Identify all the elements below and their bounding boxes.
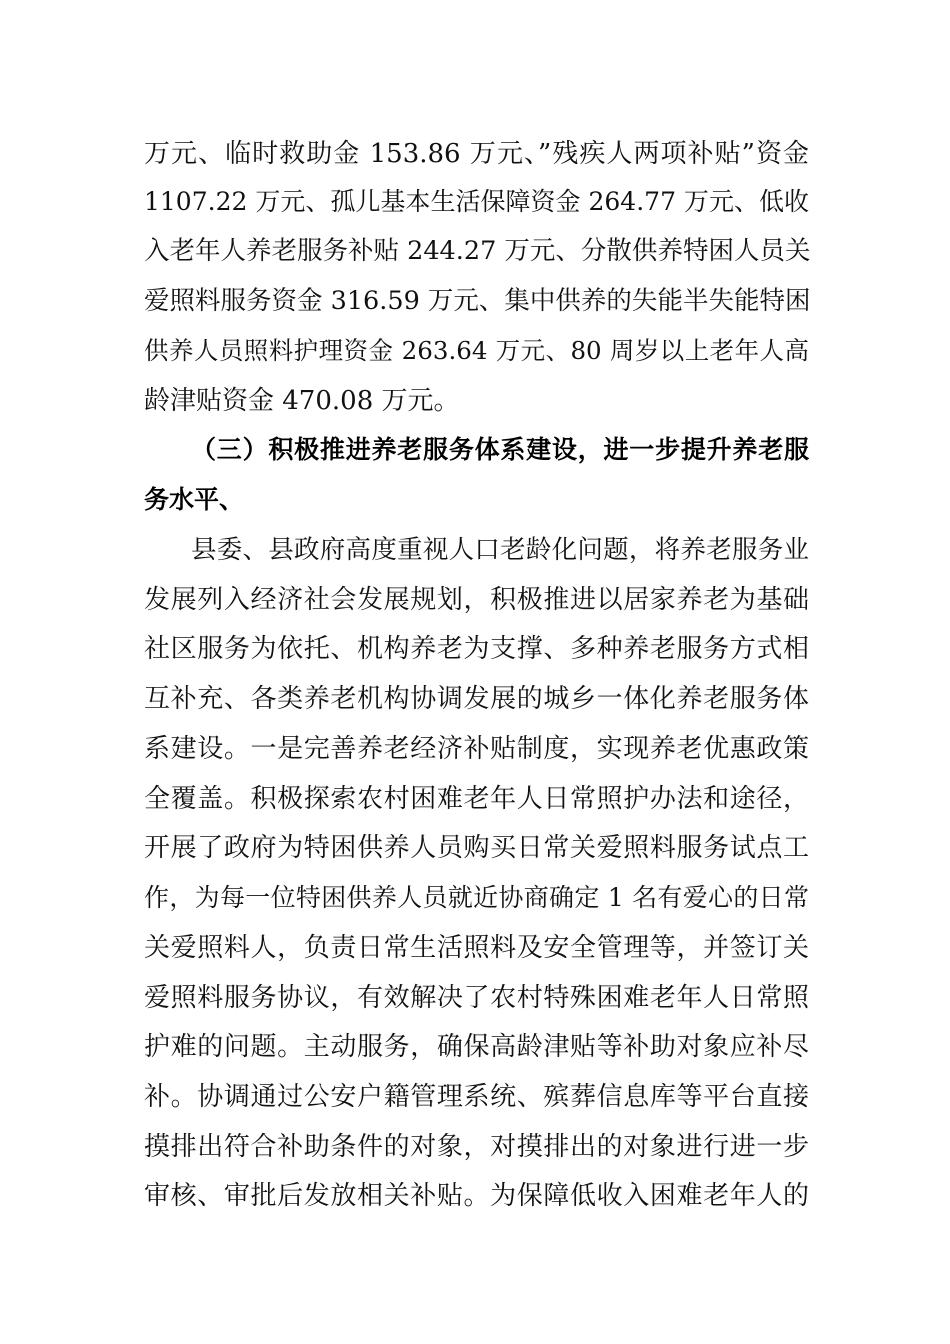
- paragraph-2-line: 县委、县政府高度重视人口老龄化问题，将养老服务业: [191, 535, 809, 565]
- paragraph-2-line: 摸排出符合补助条件的对象，对摸排出的对象进行进一步: [144, 1132, 809, 1162]
- paragraph-2-line: 开展了政府为特困供养人员购买日常关爱照料服务试点工: [144, 833, 809, 863]
- paragraph-2-line: 社区服务为依托、机构养老为支撑、多种养老服务方式相: [144, 634, 809, 664]
- section-heading: （三）积极推进养老服务体系建设，进一步提升养老服: [191, 435, 809, 464]
- paragraph-1-line: 入老年人养老服务补贴 244.27 万元、分散供养特困人员关: [144, 236, 811, 266]
- paragraph-2-line: 护难的问题。主动服务，确保高龄津贴等补助对象应补尽: [144, 1032, 809, 1062]
- paragraph-2-line: 补。协调通过公安户籍管理系统、殡葬信息库等平台直接: [144, 1082, 809, 1112]
- paragraph-2-line: 全覆盖。积极探索农村困难老年人日常照护办法和途径，: [144, 784, 809, 814]
- paragraph-1-line: 供养人员照料护理资金 263.64 万元、80 周岁以上老年人高: [144, 336, 809, 365]
- paragraph-1-line: 1107.22 万元、孤儿基本生活保障资金 264.77 万元、低收: [144, 187, 809, 216]
- paragraph-2-line: 审核、审批后发放相关补贴。为保障低收入困难老年人的: [144, 1181, 809, 1211]
- section-heading-continuation: 务水平、: [144, 485, 245, 514]
- paragraph-1-line: 爱照料服务资金 316.59 万元、集中供养的失能半失能特困: [144, 286, 811, 316]
- paragraph-2-line: 爱照料服务协议，有效解决了农村特殊困难老年人日常照: [144, 983, 809, 1013]
- paragraph-2-line: 作，为每一位特困供养人员就近协商确定 1 名有爱心的日常: [144, 883, 809, 912]
- paragraph-1-line: 龄津贴资金 470.08 万元。: [144, 386, 460, 416]
- paragraph-2-line: 关爱照料人，负责日常生活照料及安全管理等，并签订关: [144, 933, 809, 963]
- paragraph-2-line: 发展列入经济社会发展规划，积极推进以居家养老为基础: [144, 585, 809, 615]
- paragraph-2-line: 互补充、各类养老机构协调发展的城乡一体化养老服务体: [144, 684, 809, 714]
- paragraph-2-line: 系建设。一是完善养老经济补贴制度，实现养老优惠政策: [144, 734, 809, 764]
- paragraph-1-line: 万元、临时救助金 153.86 万元、”残疾人两项补贴”资金: [144, 139, 809, 169]
